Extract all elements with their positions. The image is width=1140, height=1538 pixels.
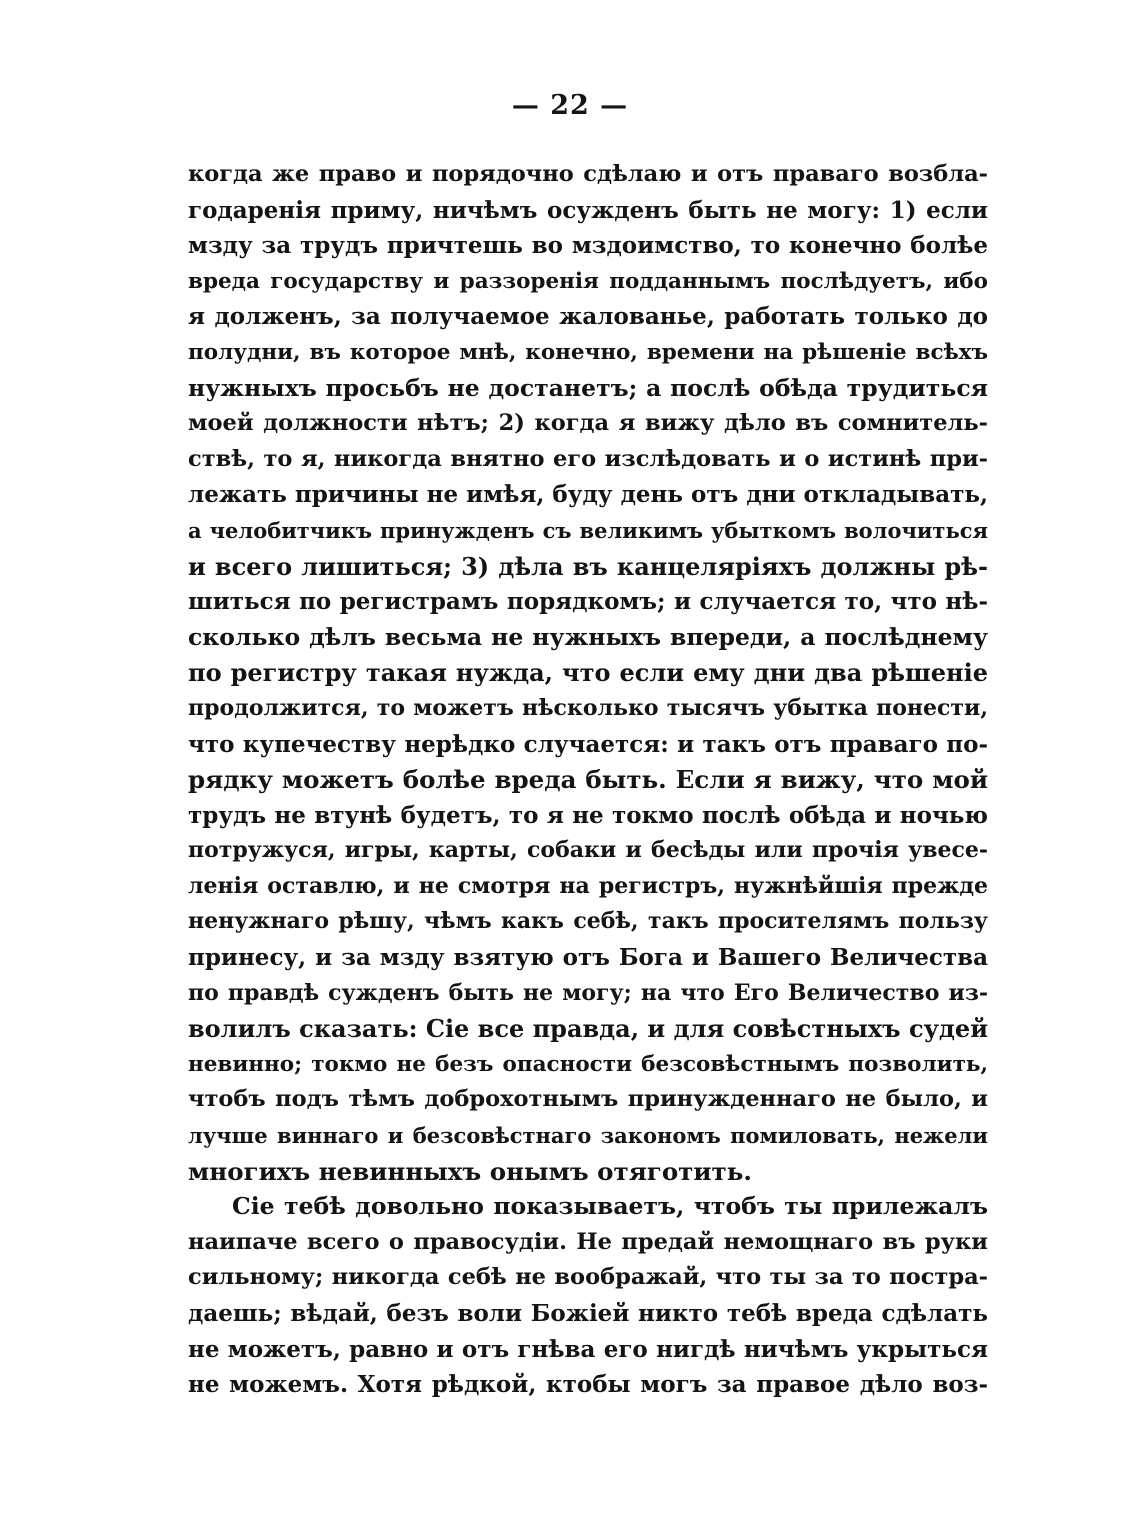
text-line: а челобитчикъ принужденъ съ великимъ убыткомъ волочиться: [188, 517, 988, 543]
text-line: наипаче всего о правосудіи. Не предай немощнаго въ руки: [188, 1228, 988, 1255]
paragraph-2: [188, 1189, 988, 1403]
text-line: многихъ невинныхъ онымъ отяготить.: [188, 1156, 752, 1186]
text-line: сколько дѣлъ весьма не нужныхъ впереди, а послѣднему: [188, 622, 988, 651]
text-line: сильному; никогда себѣ не воображай, что ты за то постра-: [188, 1264, 988, 1291]
text-line: и всего лишиться; 3) дѣла въ канцеляріяхъ должны рѣ-: [188, 551, 988, 581]
text-line: принесу, и за мзду взятую отъ Бога и Вашего Величества: [188, 944, 988, 972]
text-line: продолжится, то можетъ нѣсколько тысячъ убытка понести,: [188, 694, 988, 721]
text-line: годаренія приму, ничѣмъ осужденъ быть не могу: 1) если: [188, 196, 988, 224]
text-line: трудъ не втунѣ будетъ, то я не токмо послѣ обѣда и ночью: [188, 801, 988, 829]
text-line: ленія оставлю, и не смотря на регистръ, нужнѣйшія прежде: [188, 872, 988, 899]
text-line: волилъ сказать: Сіе все правда, и для совѣстныхъ судей: [188, 1014, 988, 1044]
text-line: мзду за трудъ причтешь во мздоимство, то конечно болѣе: [188, 232, 988, 260]
body-text: [188, 157, 988, 1403]
page-number: — 22 —: [511, 90, 629, 121]
text-line: ствѣ, то я, никогда внятно его изслѣдовать и о истинѣ при-: [188, 445, 988, 472]
text-line: ненужнаго рѣшу, чѣмъ какъ себѣ, такъ просителямъ пользу: [188, 908, 988, 935]
text-line: невинно; токмо не безъ опасности безсовѣстнымъ позволить,: [188, 1051, 988, 1077]
text-line: по регистру такая нужда, что если ему дни два рѣшеніе: [188, 658, 988, 688]
text-line: не можетъ, равно и отъ гнѣва его нигдѣ ничѣмъ укрыться: [188, 1335, 988, 1363]
text-line: даешь; вѣдай, безъ воли Божіей никто тебѣ вреда сдѣлать: [188, 1300, 988, 1327]
text-line: когда же право и порядочно сдѣлаю и отъ праваго возбла-: [188, 161, 988, 187]
text-line: лучше виннаго и безсовѣстнаго закономъ помиловать, нежели: [188, 1123, 988, 1149]
text-line: шиться по регистрамъ порядкомъ; и случается то, что нѣ-: [188, 588, 988, 616]
text-line: полудни, въ которое мнѣ, конечно, времени на рѣшеніе всѣхъ: [188, 339, 988, 365]
text-line: моей должности нѣтъ; 2) когда я вижу дѣло въ сомнитель-: [188, 410, 988, 437]
text-line: чтобъ подъ тѣмъ доброхотнымъ принужденнаго не было, и: [188, 1086, 988, 1113]
text-line: не можемъ. Хотя рѣдкой, ктобы могъ за правое дѣло воз-: [188, 1371, 988, 1399]
text-line: рядку можетъ болѣе вреда быть. Если я вижу, что мой: [188, 765, 988, 795]
text-line: что купечеству нерѣдко случается: и такъ отъ праваго по-: [188, 730, 988, 758]
text-line: потружуся, игры, карты, собаки и бесѣды или прочія увесе-: [188, 837, 988, 864]
text-line: нужныхъ просьбъ не достанетъ; а послѣ обѣда трудиться: [188, 373, 988, 402]
text-line: вреда государству и раззоренія подданнымъ послѣдуетъ, ибо: [188, 268, 988, 294]
paragraph-1: [188, 157, 988, 1189]
text-line: лежать причины не имѣя, буду день отъ дни откладывать,: [188, 481, 988, 509]
text-line: Сіе тебѣ довольно показываетъ, чтобъ ты прилежалъ: [232, 1192, 988, 1221]
text-line: я долженъ, за получаемое жалованье, работать только до: [188, 303, 988, 331]
text-line: по правдѣ сужденъ быть не могу; на что Его Величество из-: [188, 979, 988, 1006]
